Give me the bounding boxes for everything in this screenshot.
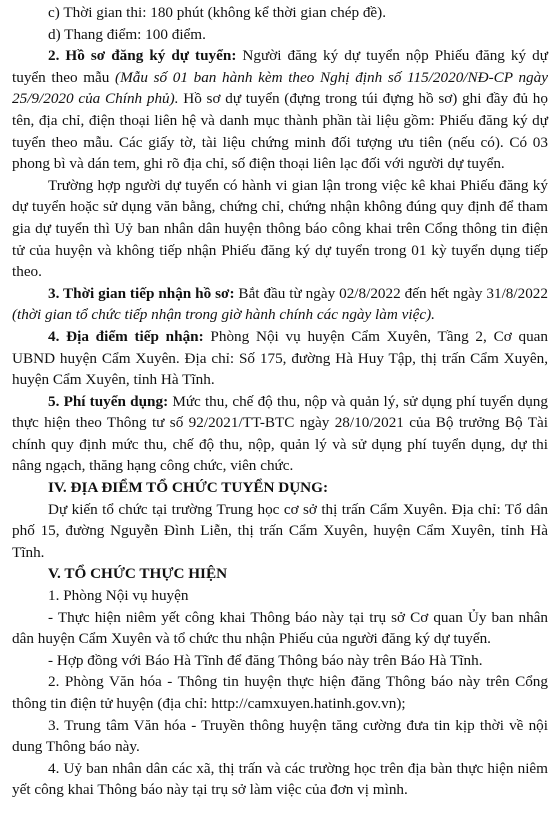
receiving-time-text: Bắt đầu từ ngày 02/8/2022 đến hết ngày 31/8/2022 [234,284,548,302]
section-5-item-1b: - Hợp đồng với Báo Hà Tĩnh để đăng Thông báo này trên Báo Hà Tĩnh. [48,651,483,669]
receiving-location-paragraph [12,326,548,391]
recruitment-fee-text: Mức thu, chế độ thu, nộp và quản lý, sử dụng phí tuyển dụng thực hiện theo Thông tư số 92/2021/TT-BTC ngày 28/10/2021 của Bộ trưởng Bộ Tài chính quy định mức thu, chế độ thu, nộp, quản lý và sử dụng phí tuyển dụng, dự thi nâng ngạch, thăng hạng công chức, viên chức. [12,392,548,475]
score-scale: d) Thang điểm: 100 điểm. [48,25,206,43]
exam-duration: c) Thời gian thi: 180 phút (không kể thời gian chép đề). [48,4,387,21]
section-5-item-4: 4. Uỷ ban nhân dân các xã, thị trấn và các trường học trên địa bàn thực hiện niêm yết công khai Thông báo này tại trụ sở làm việc của đơn vị mình. [12,759,548,799]
recruitment-fee-heading: 5. Phí tuyển dụng: [48,392,169,410]
application-dossier-heading: 2. Hồ sơ đăng ký dự tuyển: [48,47,237,65]
receiving-location-heading: 4. Địa điểm tiếp nhận: [48,327,204,345]
section-5-title: V. TỔ CHỨC THỰC HIỆN [48,565,228,583]
section-5-item-1a: - Thực hiện niêm yết công khai Thông báo này tại trụ sở Cơ quan Ủy ban nhân dân huyện Cẩm Xuyên và tổ chức thu nhận Phiếu của người đăng ký dự tuyển. [12,608,548,648]
application-dossier-decree: (Mẫu số 01 ban hành kèm theo Nghị định số 115/2020/NĐ-CP ngày 25/9/2020 của Chính phủ). [12,68,548,108]
recruitment-fee-paragraph [12,391,548,477]
section-4-text: Dự kiến tổ chức tại trường Trung học cơ sở thị trấn Cẩm Xuyên. Địa chỉ: Tổ dân phố 15, đường Nguyễn Đình Liễn, thị trấn Cẩm Xuyên, huyện Cẩm Xuyên, tỉnh Hà Tĩnh. [12,500,548,561]
section-4-title: IV. ĐỊA ĐIỂM TỔ CHỨC TUYỂN DỤNG: [48,479,329,497]
application-dossier-text2: Hồ sơ dự tuyển (đựng trong túi đựng hồ sơ) ghi đầy đủ họ tên, địa chỉ, điện thoại liên hệ và danh mục thành phần tài liệu gồm: Phiếu đăng ký dự tuyển theo mẫu. Các giấy tờ, tài liệu chứng minh đối tượng ưu tiên (nếu có). Có 03 phong bì và dán tem, ghi rõ địa chỉ, số điện thoại liên lạc đối với người dự tuyển. [12,90,548,173]
application-dossier-paragraph [12,45,548,175]
fraud-paragraph: Trường hợp người dự tuyển có hành vi gian lận trong việc kê khai Phiếu đăng ký dự tuyển hoặc sử dụng văn bằng, chứng chỉ, chứng nhận không đúng quy định để tham gia dự tuyển thì Uỷ ban nhân dân huyện thông báo công khai trên Cổng thông tin điện tử của huyện và không tiếp nhận Phiếu đăng ký dự tuyển trong 01 kỳ tuyển dụng tiếp theo. [12,176,548,281]
section-5-item-1: 1. Phòng Nội vụ huyện [48,587,189,605]
receiving-time-paragraph [12,283,548,326]
application-dossier-text1: Người đăng ký dự tuyển nộp Phiếu đăng ký dự tuyển theo mẫu [12,47,548,86]
receiving-location-text: Phòng Nội vụ huyện Cẩm Xuyên, Tầng 2, Cơ quan UBND huyện Cẩm Xuyên. Địa chỉ: Số 175, đường Hà Huy Tập, thị trấn Cẩm Xuyên, huyện Cẩm Xuyên, tỉnh Hà Tĩnh. [12,327,548,389]
receiving-time-heading: 3. Thời gian tiếp nhận hồ sơ: [48,284,235,302]
receiving-time-note: (thời gian tổ chức tiếp nhận trong giờ hành chính các ngày làm việc). [12,306,435,324]
section-5-item-2: 2. Phòng Văn hóa - Thông tin huyện thực hiện đăng Thông báo này trên Cổng thông tin điện tử huyện (địa chỉ: http://camxuyen.hatinh.gov.vn); [12,673,548,712]
section-5-item-3: 3. Trung tâm Văn hóa - Truyền thông huyện tăng cường đưa tin kịp thời về nội dung Thông báo này. [12,716,548,756]
